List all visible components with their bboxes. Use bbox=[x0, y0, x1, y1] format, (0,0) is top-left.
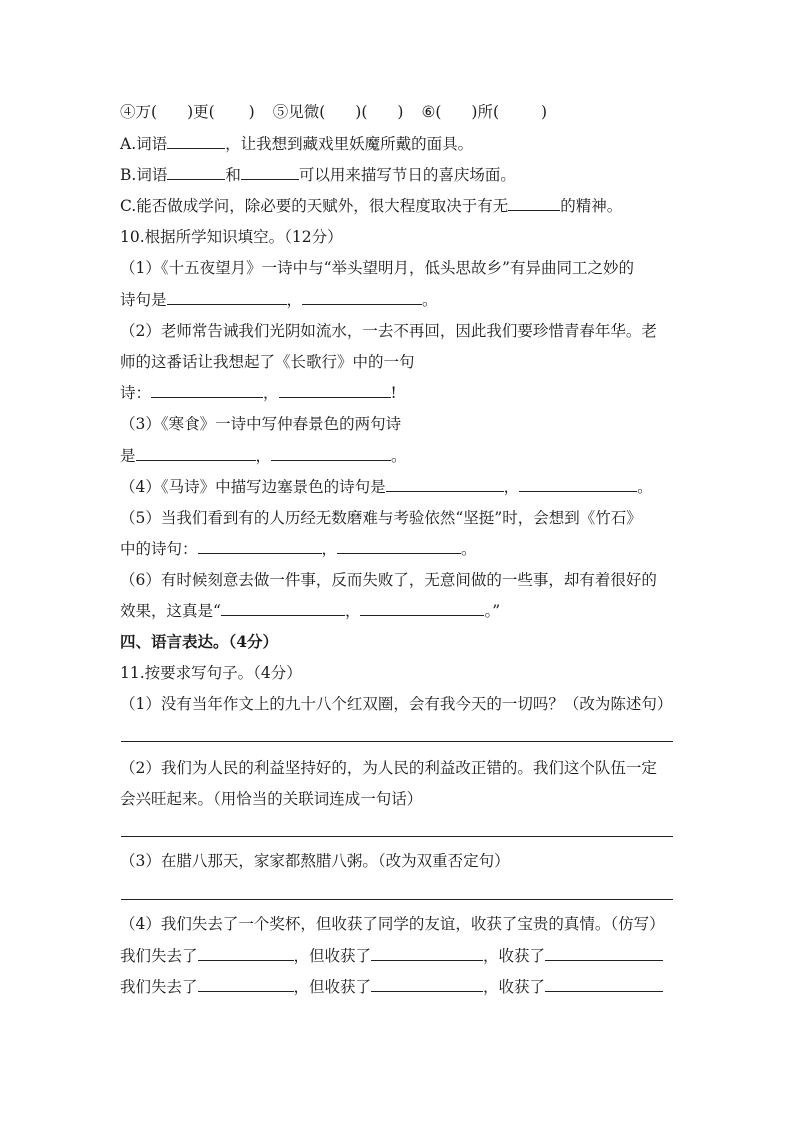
fill-blank[interactable] bbox=[136, 446, 256, 461]
fill-blank[interactable] bbox=[167, 290, 287, 305]
q9-part: )更( bbox=[187, 103, 215, 121]
q10-p1-pre: 诗句是 bbox=[120, 291, 167, 309]
q9-part: ) bbox=[397, 103, 404, 121]
comma: ， bbox=[503, 478, 520, 496]
q9-part: ) bbox=[248, 103, 255, 121]
q11-s4-row1 bbox=[120, 946, 674, 966]
q11-s2-line2: 会兴旺起来。（用恰当的关联词连成一句话） bbox=[120, 790, 423, 808]
q9-c-rest: 的精神。 bbox=[560, 197, 623, 215]
period: 。 bbox=[637, 478, 653, 496]
q10-p6-pre: 效果，这真是“ bbox=[120, 602, 221, 620]
q10-p1-line2 bbox=[120, 290, 674, 310]
q10-p2-line3 bbox=[120, 383, 674, 403]
q11-s4-a: 我们失去了 bbox=[120, 978, 198, 996]
q11-s1: （1）没有当年作文上的九十八个红双圈，会有我今天的一切吗？（改为陈述句） bbox=[120, 695, 673, 713]
q10-p6-end: 。” bbox=[484, 602, 501, 620]
q9-b-label: B.词语 bbox=[120, 166, 168, 184]
exclaim: ! bbox=[390, 384, 397, 402]
fill-blank[interactable] bbox=[508, 196, 560, 211]
q11-s4-c: ，收获了 bbox=[483, 978, 546, 996]
period: 。 bbox=[391, 447, 407, 465]
answer-line[interactable] bbox=[121, 836, 673, 837]
q11-s4: （4）我们失去了一个奖杯，但收获了同学的友谊，收获了宝贵的真情。（仿写） bbox=[120, 915, 665, 933]
q10-p6-line2 bbox=[120, 601, 674, 621]
q9-c-text: C.能否做成学问，除必要的天赋外，很大程度取决于有无 bbox=[120, 197, 509, 215]
comma: ， bbox=[344, 602, 361, 620]
q10-p5-line2 bbox=[120, 539, 674, 559]
answer-line[interactable] bbox=[121, 741, 673, 742]
q10-p4 bbox=[120, 477, 674, 497]
fill-blank[interactable] bbox=[279, 383, 391, 398]
fill-blank[interactable] bbox=[198, 946, 294, 961]
q11-s4-b: ，但收获了 bbox=[293, 947, 372, 965]
fill-blank[interactable] bbox=[271, 446, 391, 461]
q10-p6-line1: （6）有时候刻意去做一件事，反而失败了，无意间做的一些事，却有着很好的 bbox=[120, 571, 657, 589]
comma: ， bbox=[286, 291, 303, 309]
q10-p2-line2: 师的这番话让我想起了《长歌行》中的一句 bbox=[120, 353, 415, 371]
q10-p5-line1: （5）当我们看到有的人历经无数磨难与考验依然“坚挺”时，会想到《竹石》 bbox=[120, 509, 642, 527]
q10-p3-line2 bbox=[120, 446, 674, 466]
q11-title: 11.按要求写句子。（4分） bbox=[120, 664, 302, 682]
q10-p2-line1: （2）老师常告诫我们光阴如流水，一去不再回，因此我们要珍惜青春年华。老 bbox=[120, 322, 657, 340]
q9-a bbox=[120, 134, 674, 154]
comma: ， bbox=[255, 447, 272, 465]
q9-paren-row bbox=[120, 102, 674, 122]
period: 。 bbox=[422, 291, 438, 309]
q9-b-and: 和 bbox=[225, 166, 241, 184]
q11-s4-c: ，收获了 bbox=[483, 947, 546, 965]
fill-blank[interactable] bbox=[519, 477, 637, 492]
fill-blank[interactable] bbox=[386, 477, 504, 492]
fill-blank[interactable] bbox=[167, 165, 225, 180]
fill-blank[interactable] bbox=[198, 539, 322, 554]
fill-blank[interactable] bbox=[545, 977, 663, 992]
q11-s3: （3）在腊八那天，家家都熬腊八粥。（改为双重否定句） bbox=[120, 852, 510, 870]
q10-p3-pre: 是 bbox=[120, 447, 136, 465]
q9-a-label: A.词语 bbox=[120, 135, 168, 153]
fill-blank[interactable] bbox=[241, 165, 299, 180]
comma: ， bbox=[321, 540, 338, 558]
comma: ， bbox=[263, 384, 279, 402]
q11-s2-line1: （2）我们为人民的利益坚持好的，为人民的利益改正错的。我们这个队伍一定 bbox=[120, 759, 657, 777]
fill-blank[interactable] bbox=[337, 539, 461, 554]
q10-title: 10.根据所学知识填空。（12分） bbox=[120, 228, 343, 246]
q10-p3-line1: （3）《寒食》一诗中写仲春景色的两句诗 bbox=[120, 415, 402, 433]
q10-p2-pre: 诗： bbox=[120, 384, 152, 402]
section-heading: 四、语言表达。（4分） bbox=[120, 632, 279, 651]
q11-s4-row2 bbox=[120, 977, 674, 997]
answer-line[interactable] bbox=[121, 899, 673, 900]
q9-c bbox=[120, 196, 674, 216]
fill-blank[interactable] bbox=[371, 946, 483, 961]
q11-s4-b: ，但收获了 bbox=[293, 978, 372, 996]
q9-b bbox=[120, 165, 674, 185]
q10-p1-line1: （1）《十五夜望月》一诗中与“举头望明月，低头思故乡”有异曲同工之妙的 bbox=[120, 259, 634, 277]
fill-blank[interactable] bbox=[545, 946, 663, 961]
q9-part: ⑥( bbox=[421, 103, 442, 121]
q10-p4-pre: （4）《马诗》中描写边塞景色的诗句是 bbox=[120, 478, 386, 496]
period: 。 bbox=[461, 540, 477, 558]
fill-blank[interactable] bbox=[360, 601, 484, 616]
fill-blank[interactable] bbox=[198, 977, 294, 992]
q9-part: ) bbox=[541, 103, 548, 121]
fill-blank[interactable] bbox=[302, 290, 422, 305]
fill-blank[interactable] bbox=[221, 601, 345, 616]
q9-part: )所( bbox=[471, 103, 500, 121]
q9-part: ⑤见微( bbox=[272, 103, 326, 121]
q9-b-rest: 可以用来描写节日的喜庆场面。 bbox=[298, 166, 516, 184]
fill-blank[interactable] bbox=[371, 977, 483, 992]
q10-p5-pre: 中的诗句： bbox=[120, 540, 198, 558]
q9-part: )( bbox=[355, 103, 368, 121]
fill-blank[interactable] bbox=[151, 383, 263, 398]
q9-a-rest: ，让我想到藏戏里妖魔所戴的面具。 bbox=[225, 135, 474, 153]
q11-s4-a: 我们失去了 bbox=[120, 947, 198, 965]
q9-part: ④万( bbox=[120, 103, 158, 121]
fill-blank[interactable] bbox=[167, 134, 225, 149]
